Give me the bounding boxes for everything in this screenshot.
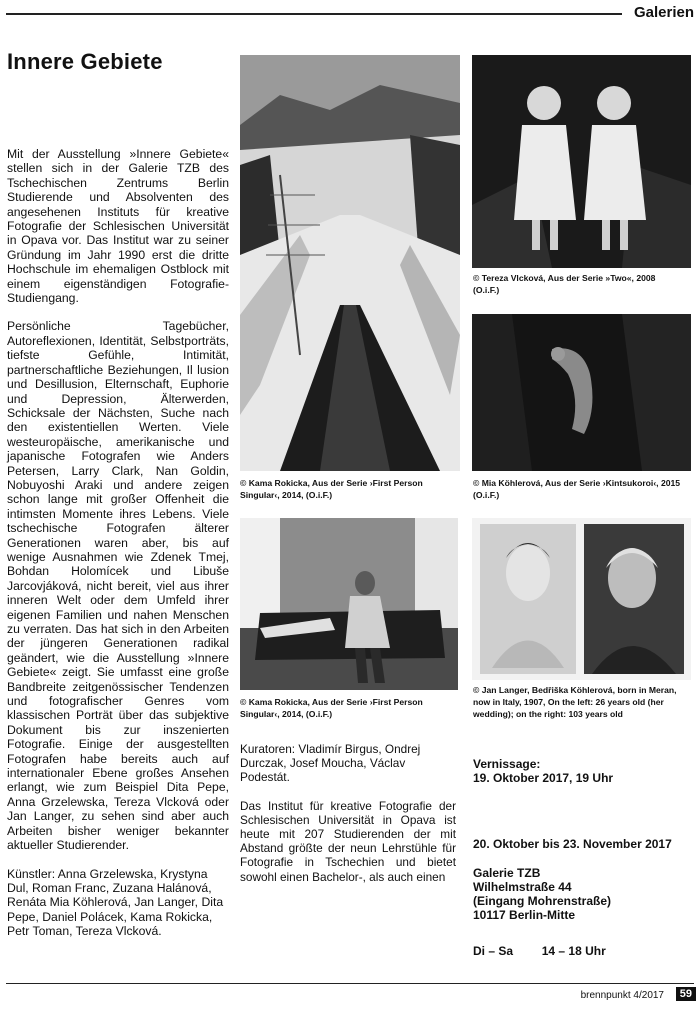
venue-name: Galerie TZB — [473, 866, 541, 880]
caption-twins: © Tereza Vlcková, Aus der Serie »Two«, 2008 (O.i.F.) — [473, 273, 656, 295]
footer-rule — [6, 983, 694, 984]
photo-twins — [472, 55, 691, 268]
page-footer — [0, 980, 700, 1009]
institute-text: Das Institut für kreative Fotografie der Schlesischen Universität in Opava ist heute mit 207 Studierenden der mit Abstand größte der neun Lehrstühle für Fotografie in Tschechien und bietet sowohl einen Bachelor-, als auch einen — [240, 798, 456, 884]
intro-paragraph: Mit der Ausstellung »Innere Gebiete« stellen sich in der Galerie TZB des Tschechischen Zentrums Berlin Studierende und Absolventen des angesehenen Instituts für kreative Fotografie der Schlesischen Universität in Opava vor. Das Institut war zu seiner Gründung im Jahr 1990 erst die dritte Hochschule im ehemaligen Ostblock mit einem eigenständigen Fotografie-Studiengang. — [7, 147, 229, 306]
caption-ski: © Kama Rokicka, Aus der Serie ›First Person Singular‹, 2014, (O.i.F.) — [240, 478, 423, 500]
photo-ski-jump — [240, 55, 460, 471]
page-number: 59 — [676, 987, 696, 1001]
body-paragraph: Persönliche Tagebücher, Autoreflexionen, Identität, Selbstporträts, tiefste Gefühle, Intimität, partnerschaftliche Beziehungen, Il lusion und Desillusion, Elternschaft, Euphorie und Depression, Älterwerden, Schicksale der Nächsten, Suche nach den existentiellen Werten. Viele westeuropäische, amerikanische und japanische Fotografen wie Anders Petersen, Larry Clark, Nan Goldin, Nobuyoshi Araki und andere zeigen schon lange mit großer Offenheit die intimsten Momente ihres Lebens. Viele tschechische Fotografen älterer Generationen waren aber, bis auf wenige Ausnahmen wie Zdenek Tmej, Bohdan Holomícek und Libuše Jarcovjáková, nicht bereit, viel aus ihrer inneren Welt oder dem Umfeld ihrer eigenen Familien und nahen Menschen zu verraten. Das hat sich in den Arbeiten der jüngeren Generationen radikal geändert, wie die Ausstellung »Innere Gebiete« zeigt. Sie umfasst eine große Bandbreite zeitgenössischer Tendenzen und fotografischer Genres vom klassischen Porträt über das subjektive Dokument bis zur inszenierten Fotografie. Einige der ausgestellten Fotografen habe bereits auch auf internationaler Ebene großes Ansehen erlangt, wie zum Beispiel Dita Pepe, Anna Grzelewska, Tereza Vlcková oder Jan Langer, zu sehen sind aber auch Arbeiten bisher weniger bekannter aktueller Studierender. — [7, 319, 229, 853]
page-header — [0, 0, 700, 30]
opening-hours — [473, 944, 695, 958]
venue-city: 10117 Berlin-Mitte — [473, 908, 576, 922]
column-2-text — [240, 742, 456, 898]
artists-paragraph: Künstler: Anna Grzelewska, Krystyna Dul, Roman Franc, Zuzana Halánová, Renáta Mia Köhlerová, Jan Langer, Dita Pepe, Daniel Polácek, Kama Rokicka, Petr Toman, Tereza Vlcková. — [7, 866, 224, 939]
vernissage-label: Vernissage: — [473, 757, 541, 771]
photo-room — [240, 518, 458, 690]
photo-squirrel — [472, 314, 691, 471]
venue-entrance: (Eingang Mohrenstraße) — [473, 894, 612, 908]
section-title: Galerien — [633, 4, 694, 21]
article-title: Innere Gebiete — [7, 49, 163, 74]
curators-text: Kuratoren: Vladimír Birgus, Ondrej Durczak, Josef Moucha, Václav Podestát. — [240, 742, 421, 785]
vernissage-date: 19. Oktober 2017, 19 Uhr — [473, 771, 614, 785]
venue-street: Wilhelmstraße 44 — [473, 880, 572, 894]
caption-squirrel: © Mia Köhlerová, Aus der Serie ›Kintsukoroi‹, 2015 (O.i.F.) — [473, 478, 681, 500]
opening-days: Di – Sa — [473, 944, 514, 958]
article-body — [7, 147, 229, 953]
opening-times: 14 – 18 Uhr — [541, 944, 606, 958]
caption-room: © Kama Rokicka, Aus der Serie ›First Person Singular‹, 2014, (O.i.F.) — [240, 697, 423, 719]
vernissage-block — [473, 757, 695, 785]
venue-block — [473, 866, 695, 922]
caption-portraits: © Jan Langer, Bedřiška Köhlerová, born in Meran, now in Italy, 1907, On the left: 26 years old (her wedding); on the right: 103 years old — [473, 685, 677, 719]
issue-label: brennpunkt 4/2017 — [580, 990, 664, 1001]
header-rule — [6, 13, 622, 15]
exhibition-dates: 20. Oktober bis 23. November 2017 — [473, 837, 672, 851]
photo-portraits — [472, 518, 691, 680]
